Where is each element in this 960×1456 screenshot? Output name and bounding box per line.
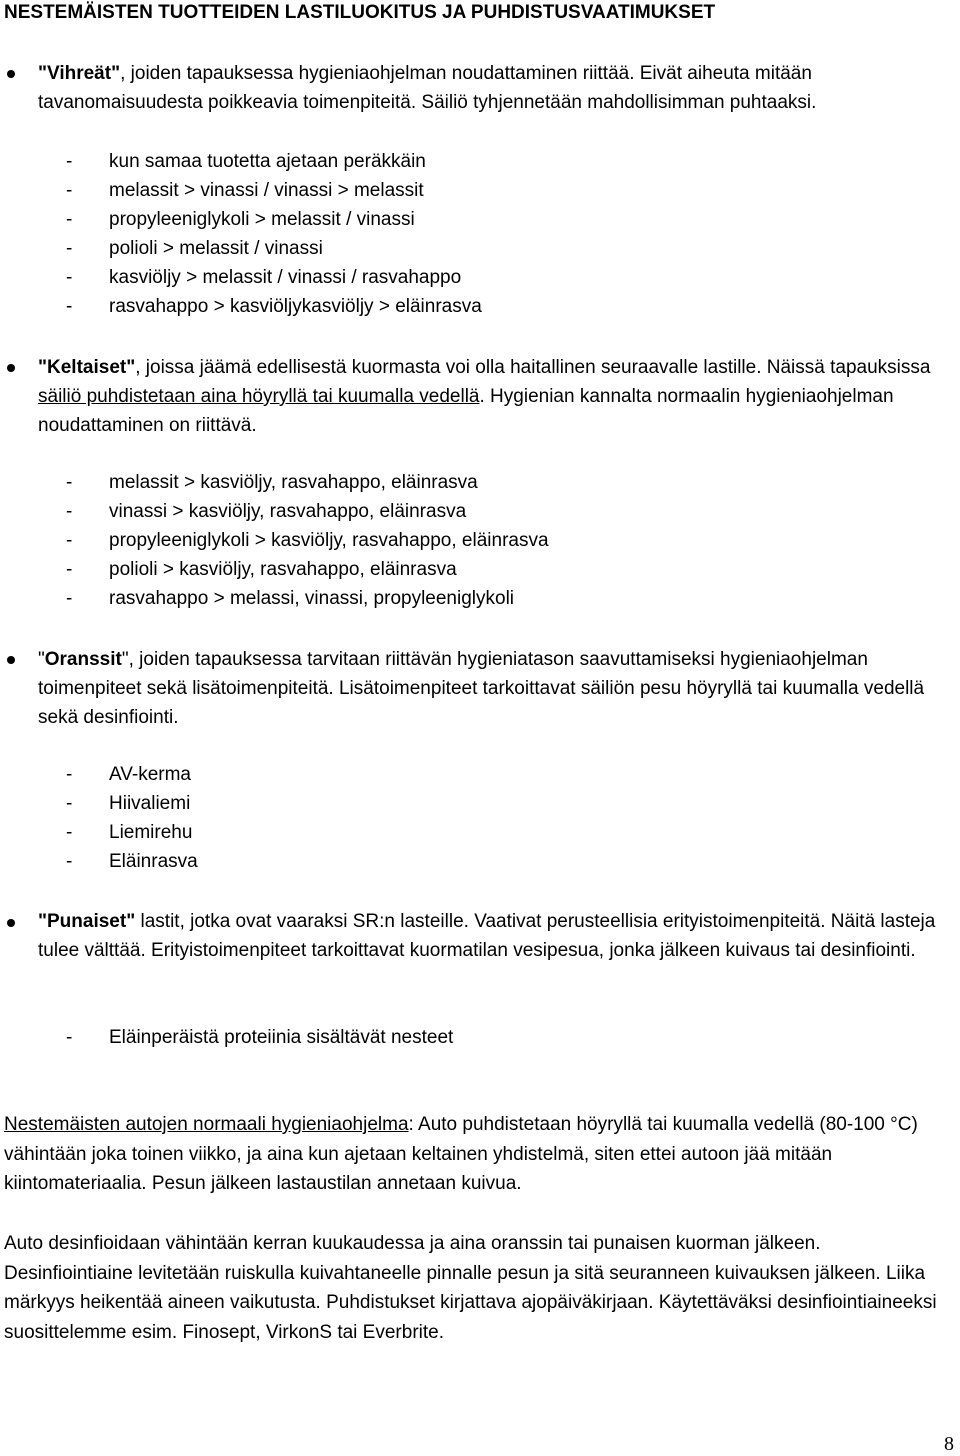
page-number: 8 xyxy=(944,1433,954,1455)
section-orange-label: Oranssit xyxy=(44,649,122,670)
section-green-paragraph xyxy=(38,59,958,117)
page-title: NESTEMÄISTEN TUOTTEIDEN LASTILUOKITUS JA PUHDISTUSVAATIMUKSET xyxy=(4,2,716,23)
normal-hygiene-text: : Auto puhdistetaan höyryllä tai kuumalla vedellä (80-100 °C) vähintään joka toinen viikko, ja aina kun ajetaan keltainen yhdistelmä, siten ettei autoon jää mitään kiintomateriaalia. Pesun jälkeen lastaustilan annetaan kuivua. xyxy=(4,1114,918,1194)
normal-hygiene-heading: Nestemäisten autojen normaali hygieniaohjelma xyxy=(4,1114,409,1135)
bullet-icon xyxy=(7,656,15,664)
disinfection-paragraph: Auto desinfioidaan vähintään kerran kuukaudessa ja aina oranssin tai punaisen kuorman jälkeen. Desinfiointiaine levitetään ruiskulla kuivahtaneelle pinnalle pesun ja sitä seuranneen kuivauksen jälkeen. Liika märkyys heikentää aineen vaikutusta. Puhdistukset kirjattava ajopäiväkirjaan. Käytettäväksi desinfiointiaineeksi suosittelemme esim. Finosept, VirkonS tai Everbrite. xyxy=(4,1233,937,1343)
bullet-icon xyxy=(7,70,15,78)
underlined-requirement: säiliö puhdistetaan aina höyryllä tai kuumalla vedellä xyxy=(38,386,480,407)
section-orange-text: , joiden tapauksessa tarvitaan riittävän hygieniatason saavuttamiseksi hygieniaohjelman toimenpiteet sekä lisätoimenpiteitä. Lisätoimenpiteet tarkoittavat säiliön pesu höyryllä tai kuumalla vedellä sekä desinfiointi. xyxy=(38,649,925,728)
bullet-icon xyxy=(7,364,15,372)
section-red-text: lastit, jotka ovat vaaraksi SR:n lasteille. Vaativat perusteellisia erityistoimenpiteitä. Näitä lasteja tulee välttää. Erityistoimenpiteet tarkoittavat kuormatilan vesipesua, jonka jälkeen kuivaus tai desinfiointi. xyxy=(38,911,936,961)
section-yellow-label: "Keltaiset" xyxy=(38,357,136,378)
section-red-paragraph xyxy=(38,907,958,965)
normal-hygiene-paragraph xyxy=(4,1110,954,1199)
section-yellow-paragraph: "Keltaiset", joissa jäämä edellisestä kuormasta voi olla haitallinen seuraavalle lastille. Näissä tapauksissa säiliö puhdistetaan aina höyryllä tai kuumalla vedellä. Hygienian kannalta normaalin hygieniaohjelman noudattaminen on riittävä. xyxy=(38,357,931,436)
section-orange-paragraph: "Oranssit", joiden tapauksessa tarvitaan riittävän hygieniatason saavuttamiseksi hygieniaohjelman toimenpiteet sekä lisätoimenpiteitä. Lisätoimenpiteet tarkoittavat säiliön pesu höyryllä tai kuumalla vedellä sekä desinfiointi. xyxy=(38,649,925,728)
section-green-text: , joiden tapauksessa hygieniaohjelman noudattaminen riittää. Eivät aiheuta mitään tavanomaisuudesta poikkeavia toimenpiteitä. Säiliö tyhjennetään mahdollisimman puhtaaksi. xyxy=(38,63,817,113)
bullet-icon xyxy=(7,919,15,927)
document-page: NESTEMÄISTEN TUOTTEIDEN LASTILUOKITUS JA PUHDISTUSVAATIMUKSET "Vihreät", joiden tapauksessa hygieniaohjelman noudattaminen riittää. Eivät aiheuta mitään tavanomaisuudesta poikkeavia toimenpiteitä. Säiliö tyhjennetään mahdollisimman puhtaaksi. - kun samaa tuotetta ajetaan peräkkäin - melassit > vinassi / vinassi > melassit - propyleeniglykoli > melassit / vinassi - polioli > melassit / vinassi - kasviöljy > melassit / vinassi / rasvahappo - rasvahappo > kasviöljykasviöljy > eläinrasva "Keltaiset", joissa jäämä edellisestä kuormasta voi olla haitallinen seuraavalle lastille. Näissä tapauksissa säiliö puhdistetaan aina höyryllä tai kuumalla vedellä. Hygienian kannalta normaalin hygieniaohjelman noudattaminen on riittävä. - melassit > kasviöljy, rasvahappo, eläinrasva - vinassi > kasviöljy, rasvahappo, eläinrasva - propyleeniglykoli > kasviöljy, rasvahappo, eläinrasva - polioli > kasviöljy, rasvahappo, eläinrasva - rasvahappo > melassi, vinassi, propyleeniglykoli "Oranssit", joiden tapauksessa tarvitaan riittävän hygieniatason saavuttamiseksi hygieniaohjelman toimenpiteet sekä lisätoimenpiteitä. Lisätoimenpiteet tarkoittavat säiliön pesu höyryllä tai kuumalla vedellä sekä desinfiointi. - AV-kerma - Hiivaliemi - Liemirehu - Eläinrasva "Punaiset" lastit, jotka ovat vaaraksi SR:n lasteille. Vaativat perusteellisia erityistoimenpiteitä. Näitä lasteja tulee välttää. Erityistoimenpiteet tarkoittavat kuormatilan vesipesua, jonka jälkeen kuivaus tai desinfiointi. - Eläinperäistä proteiinia sisältävät nesteet Nestemäisten autojen normaali hygieniaohjelma: Auto puhdistetaan höyryllä tai kuumalla vedellä (80-100 °C) vähintään joka toinen viikko, ja aina kun ajetaan keltainen yhdistelmä, siten ettei autoon jää mitään kiintomateriaalia. Pesun jälkeen lastaustilan annetaan kuivua. Auto desinfioidaan vähintään kerran kuukaudessa ja aina oranssin tai punaisen kuorman jälkeen. Desinfiointiaine levitetään ruiskulla kuivahtaneelle pinnalle pesun ja sitä seuranneen kuivauksen jälkeen. Liika märkyys heikentää aineen vaikutusta. Puhdistukset kirjattava ajopäiväkirjaan. Käytettäväksi desinfiointiaineeksi suosittelemme esim. Finosept, VirkonS tai Everbrite. 8 xyxy=(0,0,960,1455)
section-red-label: "Punaiset" xyxy=(38,911,136,932)
section-green-label: "Vihreät" xyxy=(38,63,121,84)
